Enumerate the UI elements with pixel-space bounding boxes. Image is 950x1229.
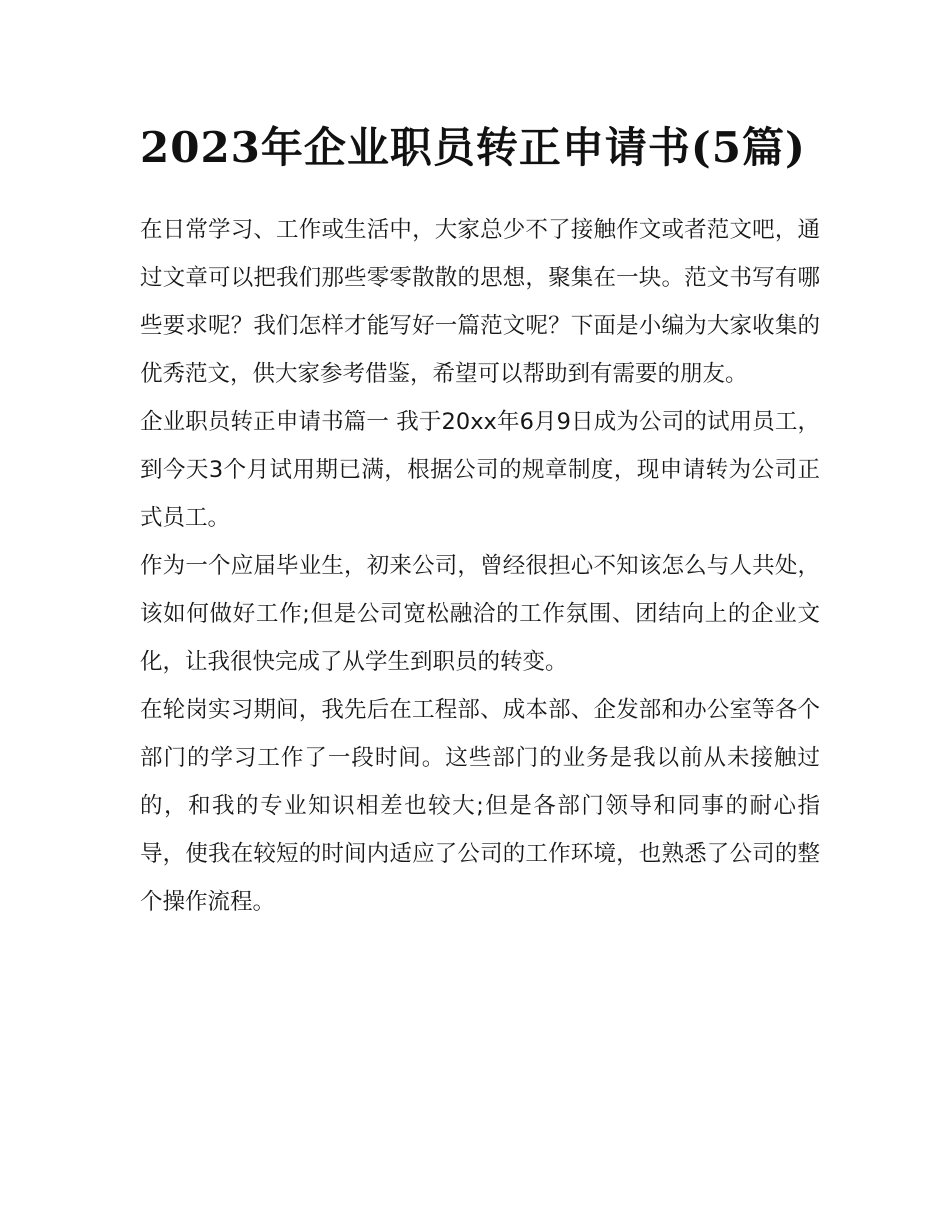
document-title: 2023年企业职员转正申请书(5篇)	[140, 123, 806, 172]
paragraph-3: 在轮岗实习期间，我先后在工程部、成本部、企发部和办公室等各个部门的学习工作了一段时间。这些部门的业务是我以前从未接触过的，和我的专业知识相差也较大;但是各部门领导和同事的耐心指导，使我在较短的时间内适应了公司的工作环境，也熟悉了公司的整个操作流程。	[140, 697, 820, 915]
document-page	[140, 112, 820, 926]
document-body	[140, 206, 820, 926]
paragraph-intro: 在日常学习、工作或生活中，大家总少不了接触作文或者范文吧，通过文章可以把我们那些零零散散的思想，聚集在一块。范文书写有哪些要求呢？我们怎样才能写好一篇范文呢？下面是小编为大家收集的优秀范文，供大家参考借鉴，希望可以帮助到有需要的朋友。	[140, 217, 820, 387]
paragraph-1: 企业职员转正申请书篇一 我于20xx年6月9日成为公司的试用员工，到今天3个月试用期已满，根据公司的规章制度，现申请转为公司正式员工。	[140, 409, 820, 531]
paragraph-2: 作为一个应届毕业生，初来公司，曾经很担心不知该怎么与人共处，该如何做好工作;但是公司宽松融洽的工作氛围、团结向上的企业文化，让我很快完成了从学生到职员的转变。	[140, 553, 820, 675]
